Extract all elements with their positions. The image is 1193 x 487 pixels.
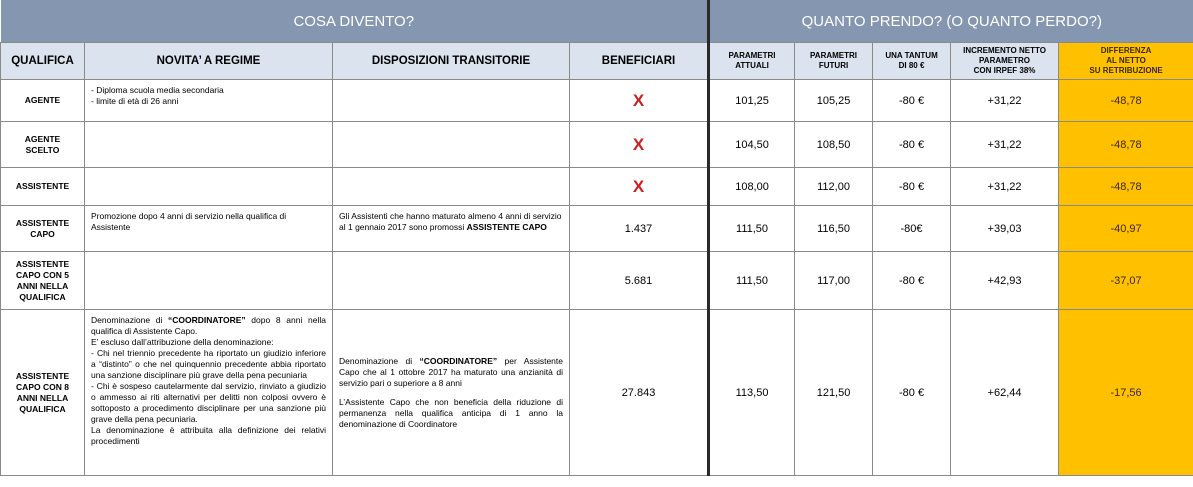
differenza-cell: -37,07 <box>1059 252 1193 310</box>
col-header-beneficiari: BENEFICIARI <box>570 43 709 80</box>
novita-paragraph: E’ escluso dall’attribuzione della denominazione: <box>91 337 274 347</box>
x-mark-icon: X <box>632 90 645 110</box>
param-futuri-cell: 121,50 <box>795 310 873 476</box>
differenza-cell: -48,78 <box>1059 122 1193 168</box>
table-row <box>1 168 1193 206</box>
section-title-quanto-prendo: QUANTO PRENDO? (O QUANTO PERDO?) <box>709 0 1193 43</box>
novita-paragraph: La denominazione è attribuita alla definizione dei relativi procedimenti <box>91 425 326 446</box>
col-header-param-futuri: PARAMETRI FUTURI <box>795 43 873 80</box>
col-header-incremento: INCREMENTO NETTO PARAMETRO CON IRPEF 38% <box>951 43 1059 80</box>
novita-cell <box>85 122 333 168</box>
col-header-una-tantum: UNA TANTUM DI 80 € <box>873 43 951 80</box>
table-row <box>1 310 1193 476</box>
novita-paragraph: - Chi nel triennio precedente ha riportato un giudizio inferiore a “distinto” o che nel quinquennio precedente abbia riportato una sanzione disciplinare più grave della pena pecuniaria <box>91 348 326 380</box>
qualifica-cell: AGENTE <box>1 80 85 122</box>
differenza-cell: -17,56 <box>1059 310 1193 476</box>
param-futuri-cell: 112,00 <box>795 168 873 206</box>
differenza-cell: -48,78 <box>1059 168 1193 206</box>
qualifica-cell: ASSISTENTE CAPO CON 5 ANNI NELLA QUALIFICA <box>1 252 85 310</box>
table-row <box>1 252 1193 310</box>
una-tantum-cell: -80 € <box>873 122 951 168</box>
incremento-cell: +42,93 <box>951 252 1059 310</box>
incremento-cell: +62,44 <box>951 310 1059 476</box>
section-title-cosa-divento: COSA DIVENTO? <box>1 0 709 43</box>
differenza-cell: -40,97 <box>1059 206 1193 252</box>
novita-cell: Promozione dopo 4 anni di servizio nella qualifica di Assistente <box>85 206 333 252</box>
col-header-disposizioni: DISPOSIZIONI TRANSITORIE <box>333 43 570 80</box>
incremento-cell: +31,22 <box>951 168 1059 206</box>
una-tantum-cell: -80 € <box>873 310 951 476</box>
table-row <box>1 206 1193 252</box>
table-row <box>1 80 1193 122</box>
col-header-qualifica: QUALIFICA <box>1 43 85 80</box>
param-attuali-cell: 113,50 <box>709 310 795 476</box>
beneficiari-cell: 1.437 <box>570 206 709 252</box>
disposizioni-cell <box>333 80 570 122</box>
disposizioni-cell <box>333 122 570 168</box>
qualifica-cell: ASSISTENTE CAPO CON 8 ANNI NELLA QUALIFICA <box>1 310 85 476</box>
incremento-cell: +31,22 <box>951 122 1059 168</box>
col-header-differenza: DIFFERENZA AL NETTO SU RETRIBUZIONE <box>1059 43 1193 80</box>
novita-cell: - Diploma scuola media secondaria - limite di età di 26 anni <box>85 80 333 122</box>
param-futuri-cell: 117,00 <box>795 252 873 310</box>
novita-paragraph: - Chi è sospeso cautelarmente dal servizio, rinviato a giudizio o ammesso ai riti alternativi per delitti non colposi ovvero è sottoposto a procedimento disciplinare per una sanzione più grave della pena pecuniaria. <box>91 381 326 424</box>
incremento-cell: +31,22 <box>951 80 1059 122</box>
x-mark-icon: X <box>632 176 645 196</box>
qualifica-cell: AGENTE SCELTO <box>1 122 85 168</box>
param-attuali-cell: 101,25 <box>709 80 795 122</box>
novita-cell <box>85 168 333 206</box>
col-header-novita: NOVITA’ A REGIME <box>85 43 333 80</box>
beneficiari-cell: 27.843 <box>570 310 709 476</box>
novita-paragraph: Denominazione di “COORDINATORE” dopo 8 anni nella qualifica di Assistente Capo. <box>91 315 326 336</box>
col-header-param-attuali: PARAMETRI ATTUALI <box>709 43 795 80</box>
disposizioni-cell: Gli Assistenti che hanno maturato almeno 4 anni di servizio al 1 gennaio 2017 sono promossi ASSISTENTE CAPO <box>333 206 570 252</box>
table-row <box>1 122 1193 168</box>
param-attuali-cell: 108,00 <box>709 168 795 206</box>
disposizioni-cell <box>333 252 570 310</box>
una-tantum-cell: -80 € <box>873 252 951 310</box>
disposizioni-paragraph: L’Assistente Capo che non beneficia della riduzione di permanenza nella qualifica anticipa di 1 anno la denominazione di Coordinatore <box>339 396 563 429</box>
una-tantum-cell: -80 € <box>873 80 951 122</box>
disposizioni-cell <box>333 310 570 476</box>
beneficiari-cell: 5.681 <box>570 252 709 310</box>
param-futuri-cell: 105,25 <box>795 80 873 122</box>
param-attuali-cell: 104,50 <box>709 122 795 168</box>
qualifica-cell: ASSISTENTE <box>1 168 85 206</box>
disposizioni-cell <box>333 168 570 206</box>
x-mark-icon: X <box>632 134 645 154</box>
incremento-cell: +39,03 <box>951 206 1059 252</box>
param-futuri-cell: 116,50 <box>795 206 873 252</box>
novita-cell <box>85 252 333 310</box>
param-attuali-cell: 111,50 <box>709 252 795 310</box>
novita-cell <box>85 310 333 476</box>
beneficiari-cell <box>570 80 709 122</box>
una-tantum-cell: -80 € <box>873 168 951 206</box>
qualifica-cell: ASSISTENTE CAPO <box>1 206 85 252</box>
param-attuali-cell: 111,50 <box>709 206 795 252</box>
una-tantum-cell: -80€ <box>873 206 951 252</box>
differenza-cell: -48,78 <box>1059 80 1193 122</box>
beneficiari-cell <box>570 122 709 168</box>
param-futuri-cell: 108,50 <box>795 122 873 168</box>
beneficiari-cell <box>570 168 709 206</box>
disposizioni-paragraph: Denominazione di “COORDINATORE” per Assistente Capo che al 1 ottobre 2017 ha maturato una anzianità di servizio pari o superiore a 8 anni <box>339 355 563 388</box>
